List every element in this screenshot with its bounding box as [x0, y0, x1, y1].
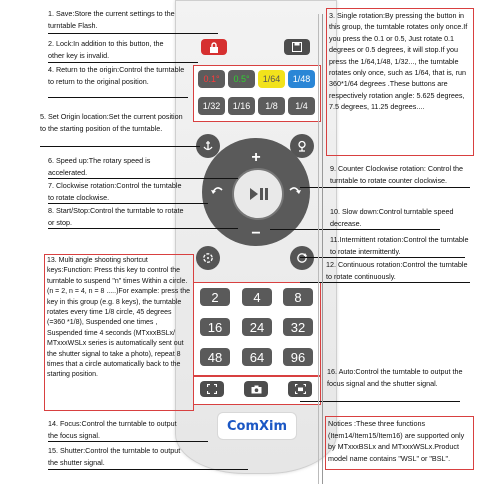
leader-line	[48, 62, 198, 63]
focus-button[interactable]	[200, 381, 224, 397]
multi-angle-button-32[interactable]: 32	[283, 318, 313, 336]
angle-button-0-5[interactable]: 0.5°	[228, 70, 255, 88]
angle-button-1-32[interactable]: 1/32	[198, 97, 225, 115]
focus-icon	[207, 384, 217, 394]
camera-icon	[251, 385, 262, 394]
anchor-icon	[202, 140, 214, 152]
note-single-rotation: 3. Single rotation:By pressing the button in this group, the turntable rotates only once.If you press the 0.1 or 0.5, Just rotate 0.1 degrees or 0.5 degrees, it will stop.If you press the 1/64,1/48, 1/32..., the turntable rotates only once, such as 1/64, that is, run 360*1/64 degrees .These buttons are respectively rotation angle: 5.625 degrees, 7.5 degrees, 11.25 degrees....	[329, 11, 468, 112]
leader-line	[48, 178, 238, 179]
auto-button[interactable]	[288, 381, 312, 397]
save-button[interactable]	[284, 39, 310, 55]
note-set-origin: 5. Set Origin location:Set the current position to the starting position of the turntable.	[40, 112, 183, 133]
leader-line	[48, 97, 188, 98]
leader-line	[40, 146, 200, 147]
play-pause-icon	[247, 187, 269, 201]
slow-down-button[interactable]: −	[251, 225, 261, 242]
continuous-icon	[296, 252, 308, 264]
intermittent-rotation-button[interactable]	[196, 246, 220, 270]
leader-line	[48, 441, 208, 442]
angle-button-1-48[interactable]: 1/48	[288, 70, 315, 88]
note-multi-angle: 13. Multi angle shooting shortcut keys:Function: Press this key to control the turntable to suspend "n" times Within a circle. (n = 2, n = 4, n = 8 .....)For example: press the key in this group (e.g. 8 keys), the turntable rotates every time 1/8 circle, 45 degrees (=360 *1/8), Suspended one times , Suspended time 4 seconds (MTxxxBSLx/ MTxxxWSLx series is automatically sent out the shutter signal to take a photo), repeat 8 times that a circle automatically back to the starting position.	[47, 257, 190, 379]
angle-button-1-64[interactable]: 1/64	[258, 70, 285, 88]
multi-angle-button-4[interactable]: 4	[242, 288, 272, 306]
multi-angle-button-8[interactable]: 8	[283, 288, 313, 306]
leader-line	[270, 229, 440, 230]
counter-clockwise-button[interactable]	[206, 182, 228, 202]
note-focus: 14. Focus:Control the turntable to output the focus signal.	[48, 419, 177, 440]
note-shutter: 15. Shutter:Control the turntable to output the shutter signal.	[48, 446, 181, 467]
angle-button-1-8[interactable]: 1/8	[258, 97, 285, 115]
multi-angle-button-96[interactable]: 96	[283, 348, 313, 366]
start-stop-button[interactable]	[232, 168, 284, 220]
angle-button-1-4[interactable]: 1/4	[288, 97, 315, 115]
angle-button-1-16[interactable]: 1/16	[228, 97, 255, 115]
multi-angle-button-24[interactable]: 24	[242, 318, 272, 336]
multi-angle-button-2[interactable]: 2	[200, 288, 230, 306]
multi-angle-button-48[interactable]: 48	[200, 348, 230, 366]
auto-focus-shutter-icon	[295, 384, 306, 394]
leader-line	[300, 187, 470, 188]
speed-up-button[interactable]: +	[251, 149, 261, 166]
note-continuous: 12. Continuous rotation:Control the turntable to rotate continuously.	[326, 260, 468, 281]
note-lock: 2. Lock:In addition to this button, the other key is invalid.	[48, 39, 164, 60]
leader-line	[48, 203, 208, 204]
continuous-rotation-button[interactable]	[290, 246, 314, 270]
note-intermittent: 11.Intermittent rotation:Control the turntable to rotate intermittently.	[330, 235, 469, 256]
brand-logo: ComXim	[217, 412, 297, 440]
multi-angle-button-64[interactable]: 64	[242, 348, 272, 366]
note-slow-down: 10. Slow down:Control turntable speed decrease.	[330, 207, 454, 228]
leader-line	[48, 33, 218, 34]
lock-button[interactable]	[201, 39, 227, 55]
leader-line	[48, 469, 248, 470]
angle-button-0-1[interactable]: 0.1°	[198, 70, 225, 88]
leader-line	[300, 282, 470, 283]
home-pin-icon	[296, 140, 308, 152]
note-save: 1. Save:Store the current settings to the turntable Flash.	[48, 9, 175, 30]
leader-line	[300, 257, 465, 258]
note-start-stop: 8. Start/Stop:Control the turntable to rotate or stop.	[48, 206, 184, 227]
note-return-origin: 4. Return to the origin:Control the turntable to return to the original position.	[48, 65, 185, 86]
divider	[318, 14, 319, 484]
note-clockwise: 7. Clockwise rotation:Control the turntable to rotate clockwise.	[48, 181, 182, 202]
intermittent-icon	[202, 252, 214, 264]
leader-line	[48, 228, 238, 229]
shutter-button[interactable]	[244, 381, 268, 397]
floppy-icon	[292, 42, 302, 52]
divider	[322, 14, 323, 484]
leader-line	[300, 401, 460, 402]
note-auto: 16. Auto:Control the turntable to output the focus signal and the shutter signal.	[327, 367, 463, 388]
note-speed-up: 6. Speed up:The rotary speed is accelerated.	[48, 156, 151, 177]
note-counter-clockwise: 9. Counter Clockwise rotation: Control the turntable to rotate counter clockwise.	[330, 164, 464, 185]
lock-icon	[209, 42, 219, 53]
multi-angle-button-16[interactable]: 16	[200, 318, 230, 336]
clockwise-button[interactable]	[284, 182, 306, 202]
rotate-ccw-icon	[210, 186, 224, 198]
notice-text: Notices :These three functions (Item14/Item15/Item16) are supported only by MTxxxBSLx and MTxxxWSLx.Product model name contains "WSL" or "BSL".	[328, 419, 465, 463]
